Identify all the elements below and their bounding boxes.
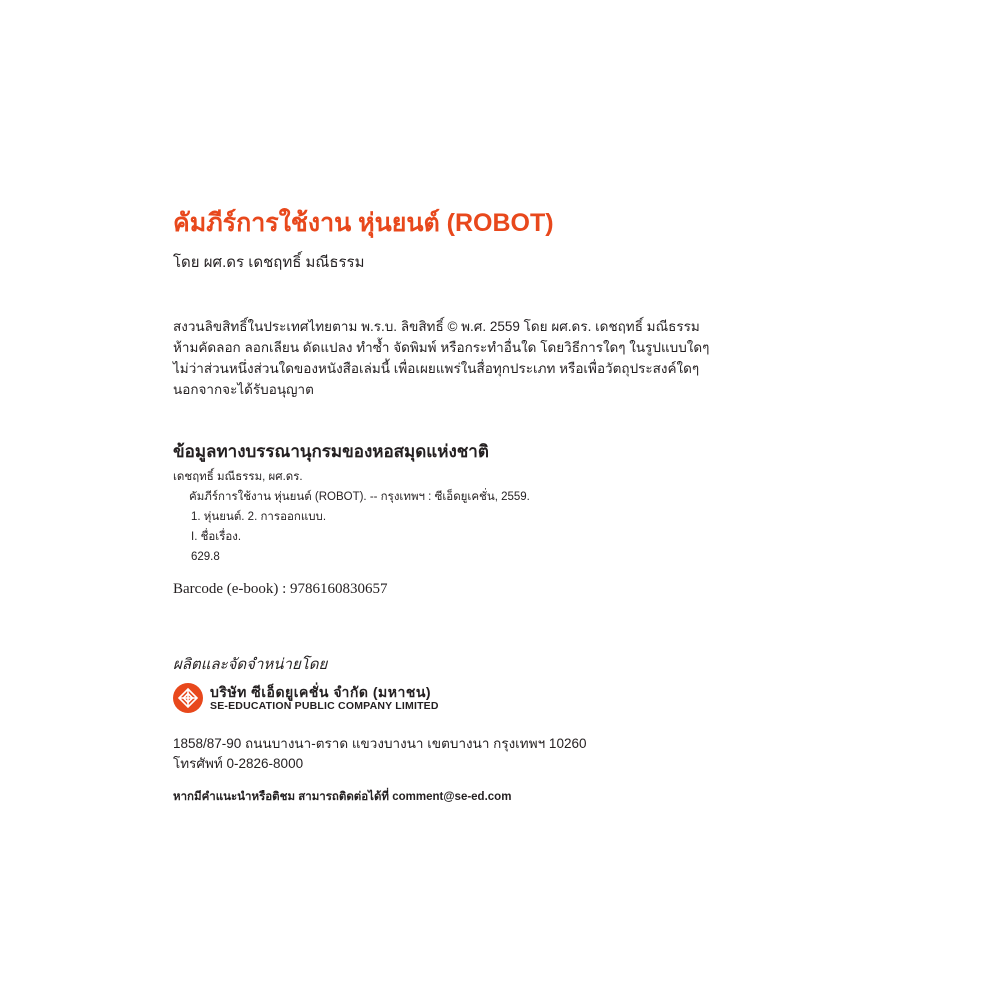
cip-heading: ข้อมูลทางบรรณานุกรมของหอสมุดแห่งชาติ: [173, 442, 489, 461]
barcode-line: Barcode (e-book) : 9786160830657: [173, 581, 388, 597]
phone-line: โทรศัพท์ 0-2826-8000: [173, 756, 304, 771]
copyright-line: สงวนลิขสิทธิ์ในประเทศไทยตาม พ.ร.บ. ลิขสิทธิ์ © พ.ศ. 2559 โดย ผศ.ดร. เดชฤทธิ์ มณีธรรม: [173, 319, 700, 334]
publisher-names: [210, 684, 439, 713]
cip-title-entry: I. ชื่อเรื่อง.: [191, 531, 242, 543]
contact-line: หากมีคำแนะนำหรือติชม สามารถติดต่อได้ที่ comment@se-ed.com: [173, 791, 512, 803]
publisher-name-english: SE-EDUCATION PUBLIC COMPANY LIMITED: [210, 699, 439, 712]
cip-title-line: คัมภีร์การใช้งาน หุ่นยนต์ (ROBOT). -- กรุงเทพฯ : ซีเอ็ดยูเคชั่น, 2559.: [189, 491, 530, 503]
book-title: คัมภีร์การใช้งาน หุ่นยนต์ (ROBOT): [173, 209, 554, 237]
copyright-notice: [173, 316, 709, 400]
address-line: 1858/87-90 ถนนบางนา-ตราด แขวงบางนา เขตบางนา กรุงเทพฯ 10260: [173, 736, 587, 751]
distribution-label: ผลิตและจัดจำหน่ายโดย: [173, 656, 328, 673]
publisher-block: [173, 683, 439, 713]
publisher-name-thai: บริษัท ซีเอ็ดยูเคชั่น จำกัด (มหาชน): [210, 683, 432, 700]
cip-record: [173, 467, 530, 567]
publisher-address: [173, 734, 586, 774]
author-line: โดย ผศ.ดร เดชฤทธิ์ มณีธรรม: [173, 254, 365, 271]
copyright-line: นอกจากจะได้รับอนุญาต: [173, 382, 314, 397]
copyright-line: ไม่ว่าส่วนหนึ่งส่วนใดของหนังสือเล่มนี้ เพื่อเผยแพร่ในสื่อทุกประเภท หรือเพื่อวัตถุประสงค์ใดๆ: [173, 361, 700, 376]
cip-subjects: 1. หุ่นยนต์. 2. การออกแบบ.: [191, 511, 327, 523]
se-ed-logo-icon: [173, 683, 203, 713]
cip-class-number: 629.8: [191, 551, 220, 563]
cip-author: เดชฤทธิ์ มณีธรรม, ผศ.ดร.: [173, 471, 303, 483]
copyright-line: ห้ามคัดลอก ลอกเลียน ดัดแปลง ทำซ้ำ จัดพิมพ์ หรือกระทำอื่นใด โดยวิธีการใดๆ ในรูปแบบใดๆ: [173, 340, 710, 355]
